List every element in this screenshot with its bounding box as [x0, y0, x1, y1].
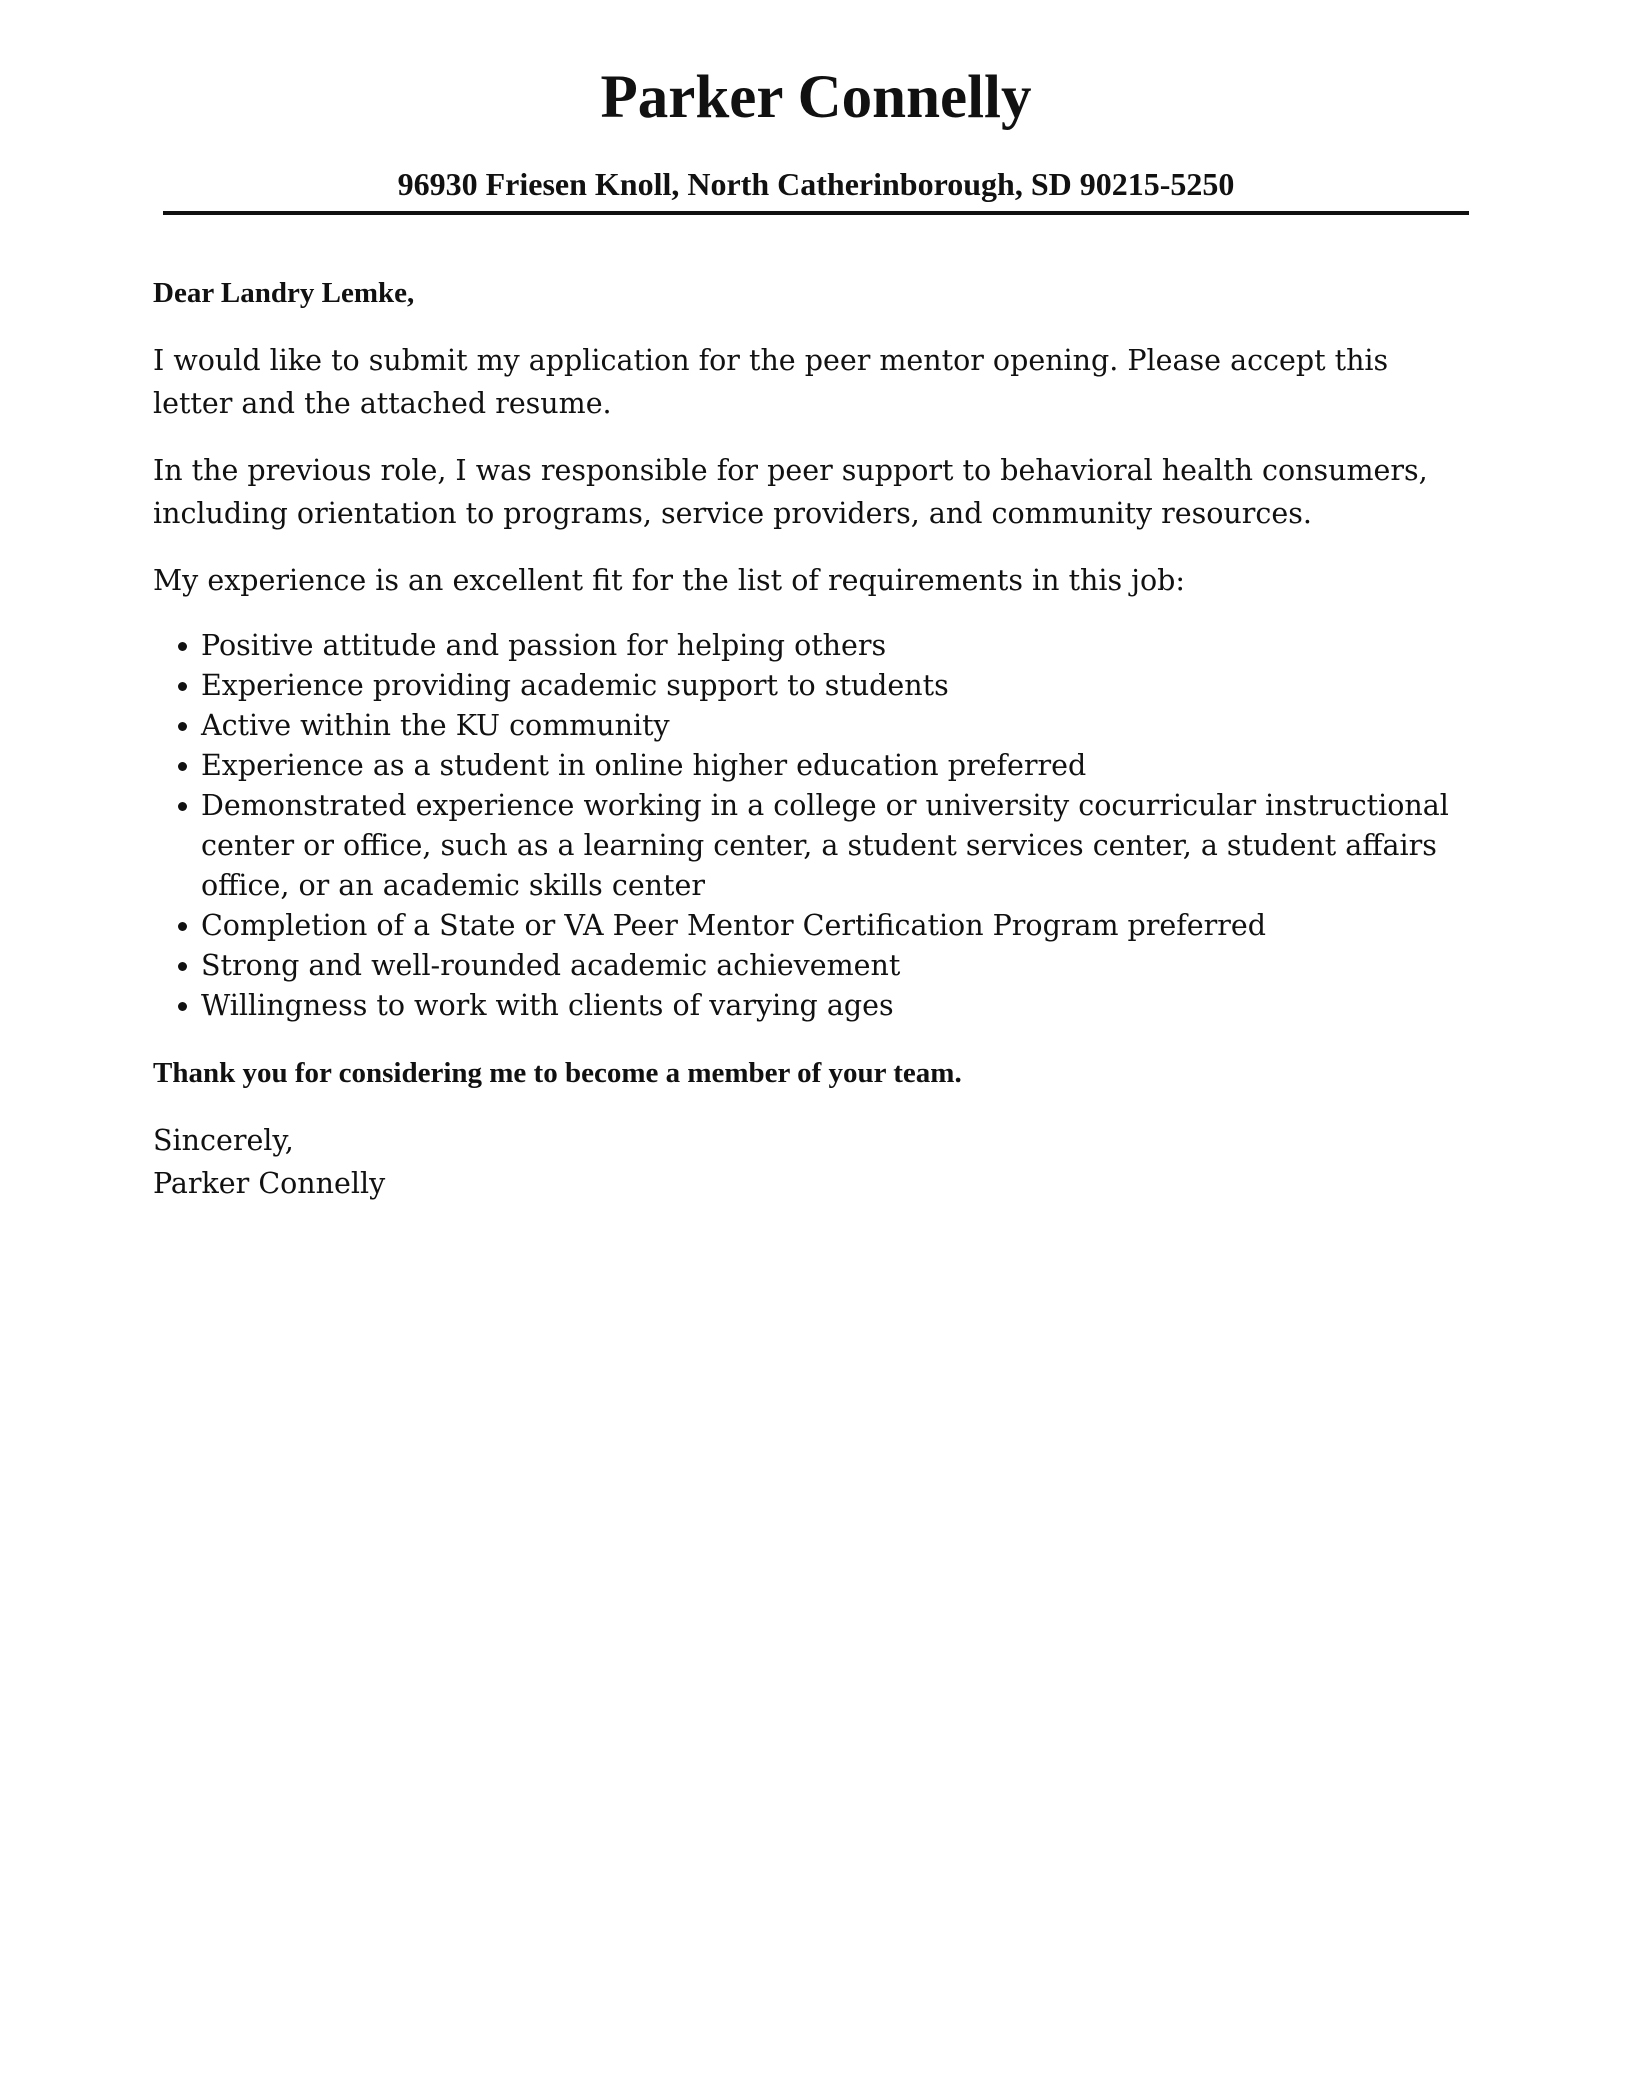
paragraph-intro: I would like to submit my application for the peer mentor opening. Please accept this letter and the attached resume.	[153, 344, 1389, 420]
requirements-list	[153, 626, 1473, 1026]
signature-name: Parker Connelly	[153, 1167, 386, 1200]
list-item: Demonstrated experience working in a college or university cocurricular instructional center or office, such as a learning center, a student services center, a student affairs office, or an academic skills center	[153, 786, 1473, 906]
list-item: Active within the KU community	[153, 706, 1473, 746]
list-item: Experience as a student in online higher education preferred	[153, 746, 1473, 786]
signoff: Sincerely,	[153, 1124, 294, 1157]
applicant-address: 96930 Friesen Knoll, North Catherinborough, SD 90215-5250	[397, 166, 1235, 202]
list-item: Completion of a State or VA Peer Mentor Certification Program preferred	[153, 906, 1473, 946]
paragraph-experience: In the previous role, I was responsible for peer support to behavioral health consumers, including orientation to programs, service providers, and community resources.	[153, 454, 1428, 530]
list-item: Willingness to work with clients of varying ages	[153, 986, 1473, 1026]
applicant-name: Parker Connelly	[600, 64, 1032, 131]
list-item: Strong and well-rounded academic achievement	[153, 946, 1473, 986]
signoff-block	[153, 1119, 1473, 1205]
header-divider	[163, 211, 1469, 215]
paragraph-requirements-intro: My experience is an excellent fit for the list of requirements in this job:	[153, 564, 1186, 597]
closing-line: Thank you for considering me to become a member of your team.	[153, 1057, 962, 1089]
letter-body	[153, 272, 1473, 1229]
list-item: Experience providing academic support to students	[153, 666, 1473, 706]
list-item: Positive attitude and passion for helping others	[153, 626, 1473, 666]
greeting: Dear Landry Lemke,	[153, 277, 415, 309]
